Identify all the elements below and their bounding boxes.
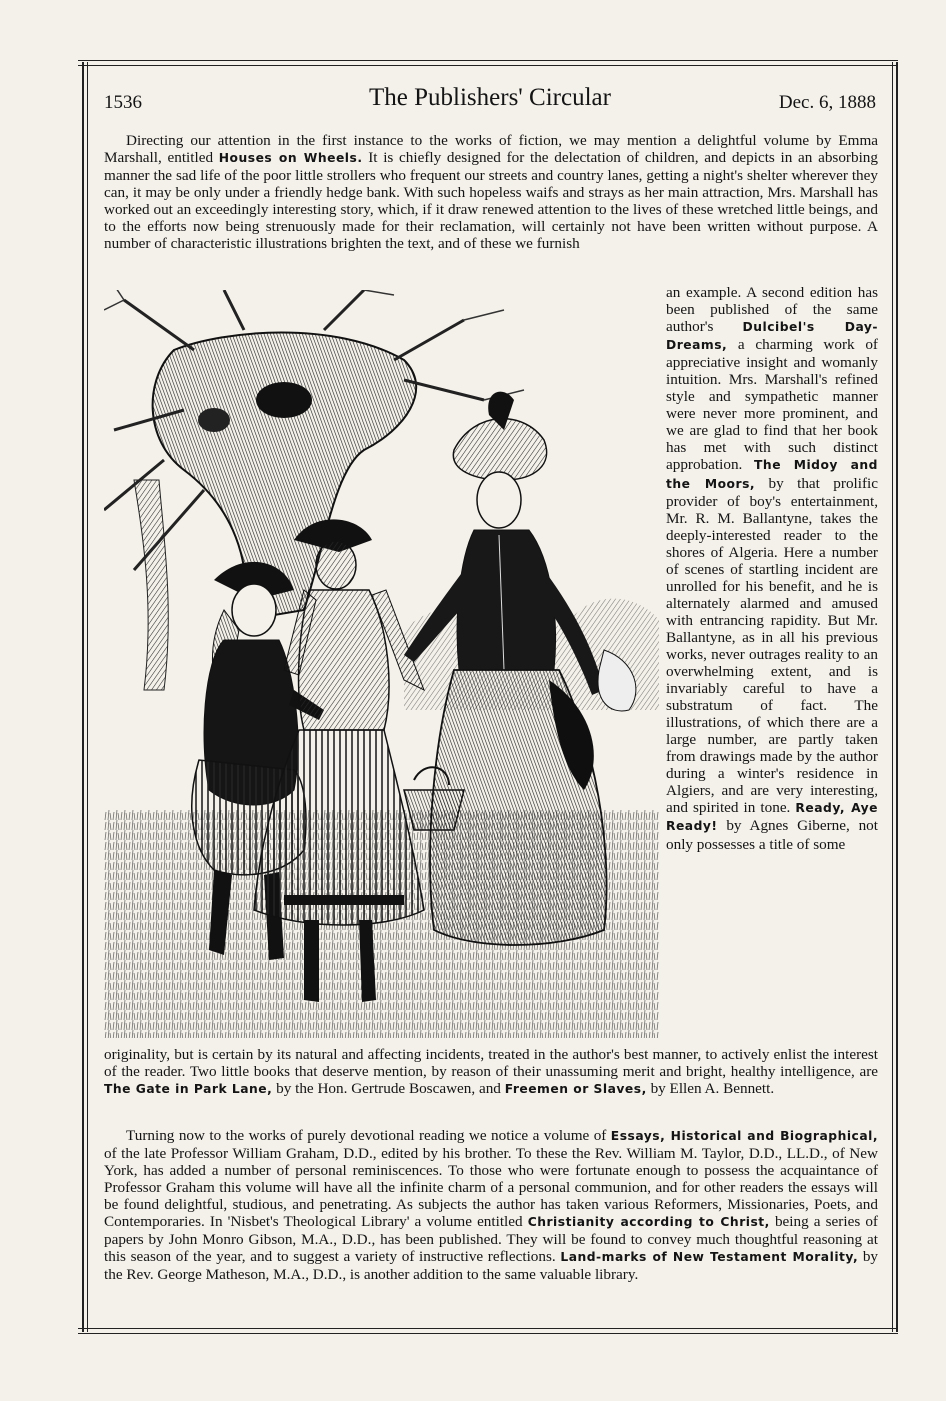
rule-bottom bbox=[78, 1328, 898, 1334]
book-title-houses-on-wheels: Houses on Wheels. bbox=[218, 151, 363, 166]
side-rule-left bbox=[82, 62, 88, 1332]
engraving-illustration bbox=[104, 290, 659, 1038]
book-title-christianity-according-to-christ: Christianity according to Christ, bbox=[527, 1215, 770, 1230]
page-header bbox=[104, 84, 876, 116]
text-run: by Agnes Giberne, not only possesses a title of some bbox=[666, 817, 878, 853]
text-run: Turning now to the works of purely devotional reading we notice a volume of bbox=[126, 1127, 611, 1144]
text-run: by Ellen A. Bennett. bbox=[646, 1080, 775, 1098]
paragraph-devotional bbox=[104, 1127, 878, 1283]
text-run: by that prolific provider of boy's entertainment, Mr. R. M. Ballantyne, takes the deeply-interested reader to the shores of Algeria. Here a number of scenes of startling incident are unrolled for his benefit, and he is alternately alarmed and amused with entrancing rapidity. But Mr. Ballantyne, as in all his previous works, never outrages reality to an overwhelming extent, and is invariably careful to have a substratum of fact. The illustrations, of which there are a large number, are partly taken from drawings made by the author during a winter's residence in Algiers, and are very interesting, and spirited in tone. bbox=[666, 474, 878, 817]
book-title-essays-historical: Essays, Historical and Biographical, bbox=[610, 1129, 879, 1143]
book-title-ready-aye-ready: Ready, Aye Ready! bbox=[666, 801, 879, 834]
page-number: 1536 bbox=[104, 92, 142, 113]
masthead-title: The Publishers' Circular bbox=[369, 84, 611, 111]
text-run: by the Hon. Gertrude Boscawen, and bbox=[272, 1080, 505, 1098]
text-run: originality, but is certain by its natural and affecting incidents, treated in the author's best manner, to actively enlist the interest of the reader. Two little books that deserve mention, by reason of their unassuming merit and bright, healthy intelligence, are bbox=[104, 1046, 878, 1081]
book-title-dulcibels-day-dreams: Dulcibel's Day-Dreams, bbox=[666, 320, 878, 353]
rule-top bbox=[78, 60, 898, 66]
text-run: being a series of papers by John Monro Gibson, M.A., D.D., has been published. They will be found to convey much thoughtful reasoning at this season of the year, and to suggest a variety of instructive reflections. bbox=[104, 1213, 878, 1266]
book-title-midoy-and-the-moors: The Midoy and the Moors, bbox=[666, 458, 878, 491]
text-run: Directing our attention in the first instance to the works of fiction, we may mention a delightful volume by Emma Marshall, entitled bbox=[104, 132, 878, 167]
column-text-beside-illustration bbox=[666, 284, 878, 853]
text-run: of the late Professor William Graham, D.D., edited by his brother. To these the Rev. William M. Taylor, D.D., LL.D., of New York, has added a number of personal reminiscences. To those who were fortunate enough to possess the acquaintance of Professor Graham this volume will have all the infinite charm of a personal communion, and for other readers the essays will be found delightful, studious, and penetrating. As subjects the author has taken various Reformers, Missionaries, Poets, and Contemporaries. In 'Nisbet's Theological Library' a volume entitled bbox=[104, 1145, 878, 1231]
issue-date: Dec. 6, 1888 bbox=[778, 92, 876, 113]
paragraph-fiction-end bbox=[104, 1046, 878, 1098]
text-run: It is chiefly designed for the delectation of children, and depicts in an absorbing manner the sad life of the poor little strollers who frequent our streets and country lanes, getting a night's shelter wherever they can, it may be only under a friendly hedge bank. With such hopeless waifs and strays as her main attraction, Mrs. Marshall has worked out an exceedingly interesting story, which, if it draw renewed attention to the lives of these wretched little beings, and to the efforts now being strenuously made for their reclamation, will certainly not have been written without purpose. A number of characteristic illustrations brighten the text, and of these we furnish bbox=[104, 149, 878, 253]
text-run: by the Rev. George Matheson, M.A., D.D., is another addition to the same valuable library. bbox=[104, 1248, 878, 1284]
side-rule-right bbox=[892, 62, 898, 1332]
text-run: an example. A second edition has been published of the same author's bbox=[666, 284, 878, 336]
text-run: a charming work of appreciative insight and womanly intuition. Mrs. Marshall's refined style and sympathetic manner were never more prominent, and we are glad to find that her book has met with such distinct approbation. bbox=[666, 336, 878, 474]
book-title-gate-in-park-lane: The Gate in Park Lane, bbox=[104, 1082, 273, 1097]
paragraph-fiction-intro bbox=[104, 132, 878, 252]
book-title-freemen-or-slaves: Freemen or Slaves, bbox=[504, 1082, 647, 1097]
book-title-land-marks: Land-marks of New Testament Morality, bbox=[560, 1250, 859, 1265]
girls-and-woman-engraving bbox=[104, 290, 659, 1038]
